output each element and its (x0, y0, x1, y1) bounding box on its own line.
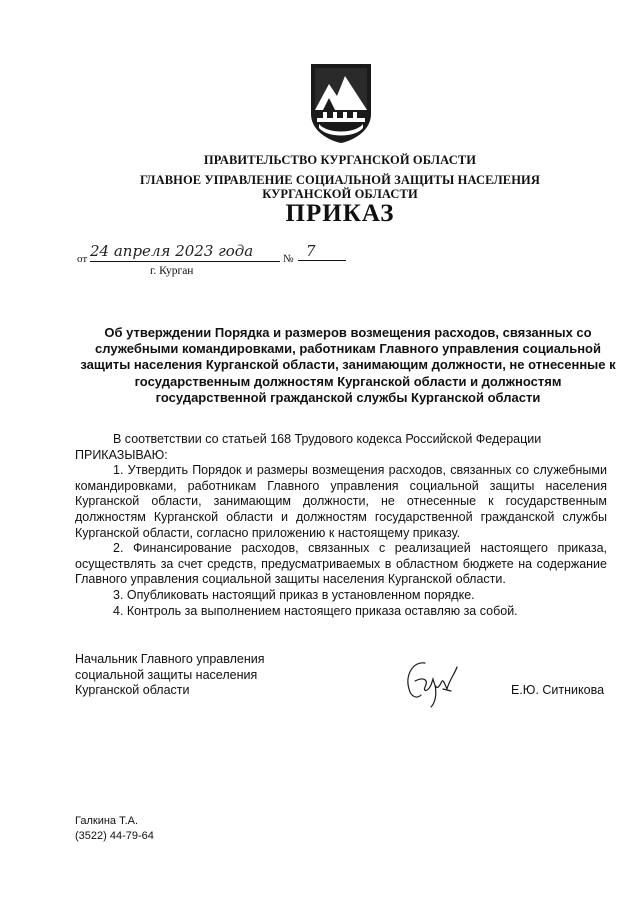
executor-phone: (3522) 44-79-64 (75, 830, 154, 842)
preamble: В соответствии со статьей 168 Трудового кодекса Российской Федерации (113, 432, 542, 446)
coat-of-arms-icon (309, 62, 373, 144)
signatory-position (75, 652, 265, 699)
city: г. Курган (150, 265, 194, 277)
executor-info (75, 814, 154, 844)
position-line: Курганской области (75, 683, 190, 698)
header-department: ГЛАВНОЕ УПРАВЛЕНИЕ СОЦИАЛЬНОЙ ЗАЩИТЫ НАСЕЛЕНИЯ (140, 173, 540, 187)
order-subject: Об утверждении Порядка и размеров возмещения расходов, связанных со служебными командировками, работникам Главного управления социальной защиты населения Курганской области, занимающим должности, не отнесенные к государственным должностям Курганской области и должностям государственной гражданской службы Курганской области (80, 325, 616, 405)
paragraph-1: 1. Утвердить Порядок и размеры возмещения расходов, связанных со служебными командировками, работникам Главного управления социальной защиты населения Курганской области, занимающим должности, не отнесенные к государственным должностям Курганской области и должностям государственной гражданской службы Курганской области, согласно приложению к настоящему приказу. (75, 463, 607, 540)
number-prefix: № (283, 253, 294, 265)
signatory-name: Е.Ю. Ситникова (511, 683, 605, 697)
order-word: ПРИКАЗЫВАЮ: (75, 447, 168, 462)
signature-image (395, 655, 465, 710)
header-region: КУРГАНСКОЙ ОБЛАСТИ (262, 187, 418, 201)
handwritten-number: 7 (298, 241, 346, 261)
executor-name: Галкина Т.А. (75, 815, 139, 827)
paragraph-4: 4. Контроль за выполнением настоящего приказа оставляю за собой. (113, 603, 518, 618)
position-line: Начальник Главного управления (75, 652, 265, 666)
paragraph-2: 2. Финансирование расходов, связанных с реализацией настоящего приказа, осуществлять за счет средств, предусматриваемых в областном бюджете на содержание Главного управления социальной защиты населения Курганской области. (75, 541, 607, 587)
date-prefix: от (77, 253, 88, 265)
position-line: социальной защиты населения (75, 667, 258, 682)
paragraph-3: 3. Опубликовать настоящий приказ в установленном порядке. (113, 587, 475, 602)
header-government: ПРАВИТЕЛЬСТВО КУРГАНСКОЙ ОБЛАСТИ (203, 153, 477, 167)
document-title: ПРИКАЗ (285, 200, 395, 227)
order-body (75, 432, 607, 619)
handwritten-date: 24 апреля 2023 года (90, 241, 280, 262)
